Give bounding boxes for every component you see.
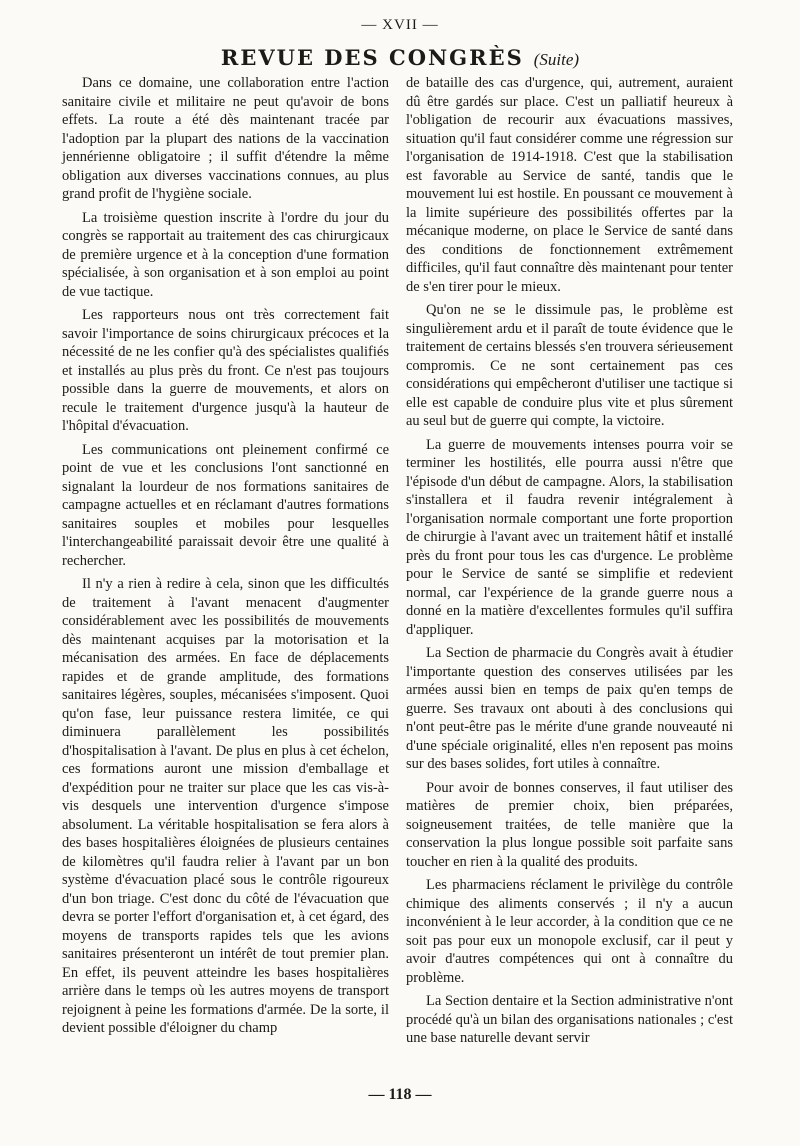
section-title [0, 45, 800, 70]
paragraph: La Section de pharmacie du Congrès avait à étudier l'importante question des conserves utilisées par les armées aussi bien en temps de paix qu'en temps de guerre. Ses travaux ont abouti à des conclusions qui n'ont peut-être pas le mérite d'une grande nouveauté ni d'une spéciale originalité, elles n'en reposent pas moins sur des bases solides, fort utiles à connaître. [406, 645, 733, 772]
title-suffix: (Suite) [533, 50, 580, 69]
paragraph: Les communications ont pleinement confirmé ce point de vue et les conclusions l'ont sanctionné en signalant la lourdeur de nos formations sanitaires de campagne actuelles et en réclamant d'autres formations sanitaires souples et mobiles pour lesquelles l'interchangeabilité paraissait devoir être une qualité à rechercher. [62, 441, 389, 569]
paragraph: Les pharmaciens réclament le privilège du contrôle chimique des aliments conservés ; il n'y a aucun inconvénient à le leur accorder, à la condition que ce ne soit pas pour eux un monopole exclusif, car il peut y avoir d'autres compétences qui ont à connaître du problème. [406, 877, 733, 986]
paragraph-continued: de bataille des cas d'urgence, qui, autrement, auraient dû être gardés sur place. C'est un palliatif heureux à l'obligation de recourir aux évacuations massives, situation qu'il faut considérer comme une régression sur l'organisation de 1914-1918. C'est que la stabilisation est favorable au Service de santé, tandis que le mouvement lui est hostile. En poussant ce mouvement à la limite supérieure des possibilités offertes par la mécanique moderne, on place le Service de santé dans des conditions de fonctionnement extrêmement difficiles, qu'il faut connaître dès maintenant pour tenter de s'en tirer pour le mieux. [406, 75, 733, 295]
paragraph: La Section dentaire et la Section administrative n'ont procédé qu'à un bilan des organisations nationales ; c'est une base naturelle devant servir [406, 993, 733, 1046]
paragraph: Qu'on ne se le dissimule pas, le problème est singulièrement ardu et il paraît de toute évidence que le traitement de certains blessés s'en trouvera sérieusement compromis. Ce ne sont certainement pas ces considérations qui empêcheront d'utiliser une tactique si elle est capable de conduire plus vite et plus sûrement au seul but de guerre qui compte, la victoire. [406, 302, 733, 429]
page-number: — 118 — [368, 1086, 432, 1103]
paragraph: Il n'y a rien à redire à cela, sinon que les difficultés de traitement à l'avant menacent d'augmenter considérablement avec les possibilités de mouvements dès maintenant acquises par la motorisation et la mécanisation des armées. En face de déplacements rapides et de grande amplitude, des formations sanitaires légères, souples, mécanisées s'imposent. Quoi qu'on fase, leur puissance restera limitée, ce qui diminuera parallèlement les possibilités d'hospitalisation à l'avant. De plus en plus à cet échelon, ces formations auront une mission d'emballage et d'expédition pour ne traiter sur place que les cas vis-à-vis desquels une intervention d'urgence s'impose absolument. La véritable hospitalisation se fera alors à des bases hospitalières éloignées de plusieurs centaines de kilomètres qu'il faudra relier à l'avant par un bon système d'évacuation placé sous le contrôle rigoureux d'un bon triage. C'est donc du côté de l'évacuation que devra se porter l'effort d'organisation et, à cet égard, des moyens de transports rapides tels que les avions sanitaires présenteront un intérêt de tout premier plan. En effet, ils peuvent atteindre les bases hospitalières arrière dans le temps où les autres moyens de transport rejoignent à peine les formations d'armée. De la sorte, il devient possible d'éloigner du champ [62, 576, 389, 1036]
paragraph: Dans ce domaine, une collaboration entre l'action sanitaire civile et militaire ne peut qu'avoir de bons effets. La route a été dès maintenant tracée par l'adoption par la plupart des nations de la vaccination jennérienne obligatoire ; il suffit d'étendre la même obligation aux diverses vaccinations connues, au plus grand profit de l'hygiène sociale. [62, 75, 389, 202]
title-text: REVUE DES CONGRÈS [220, 45, 524, 70]
paragraph: Pour avoir de bonnes conserves, il faut utiliser des matières de premier choix, bien préparées, soigneusement traitées, de telle manière que la conservation la plus longue possible soit parfaite sans toucher en rien à la qualité des produits. [406, 779, 733, 870]
right-column [406, 74, 733, 1053]
left-column [62, 74, 389, 1043]
roman-page-number: — XVII — [361, 17, 439, 33]
paragraph: Les rapporteurs nous ont très correctement fait savoir l'importance de soins chirurgicaux précoces et la nécessité de ne les confier qu'à des spécialistes qualifiés et installés au plus près du front. Ce n'est pas toujours possible dans la guerre de mouvements, et alors on recule le traitement d'urgence jusqu'à la hauteur de l'hôpital d'évacuation. [62, 307, 389, 434]
paragraph: La troisième question inscrite à l'ordre du jour du congrès se rapportait au traitement des cas chirurgicaux de première urgence et à la conception d'une formation spécialisée, à son organisation et à son emploi au point de vue tactique. [62, 209, 389, 300]
paragraph: La guerre de mouvements intenses pourra voir se terminer les hostilités, elle pourra aussi n'être que l'épisode d'un début de campagne. Alors, la stabilisation s'installera et il faudra revenir intégralement à l'organisation normale comportant une forte proportion de chirurgie à l'avant avec un traitement hâtif et installé près du front pour tous les cas d'urgence. Le problème pour le Service de santé se simplifie et redevient normal, car l'expérience de la grande guerre nous a donné en la matière d'excellentes formules qu'il suffira d'appliquer. [406, 436, 733, 638]
